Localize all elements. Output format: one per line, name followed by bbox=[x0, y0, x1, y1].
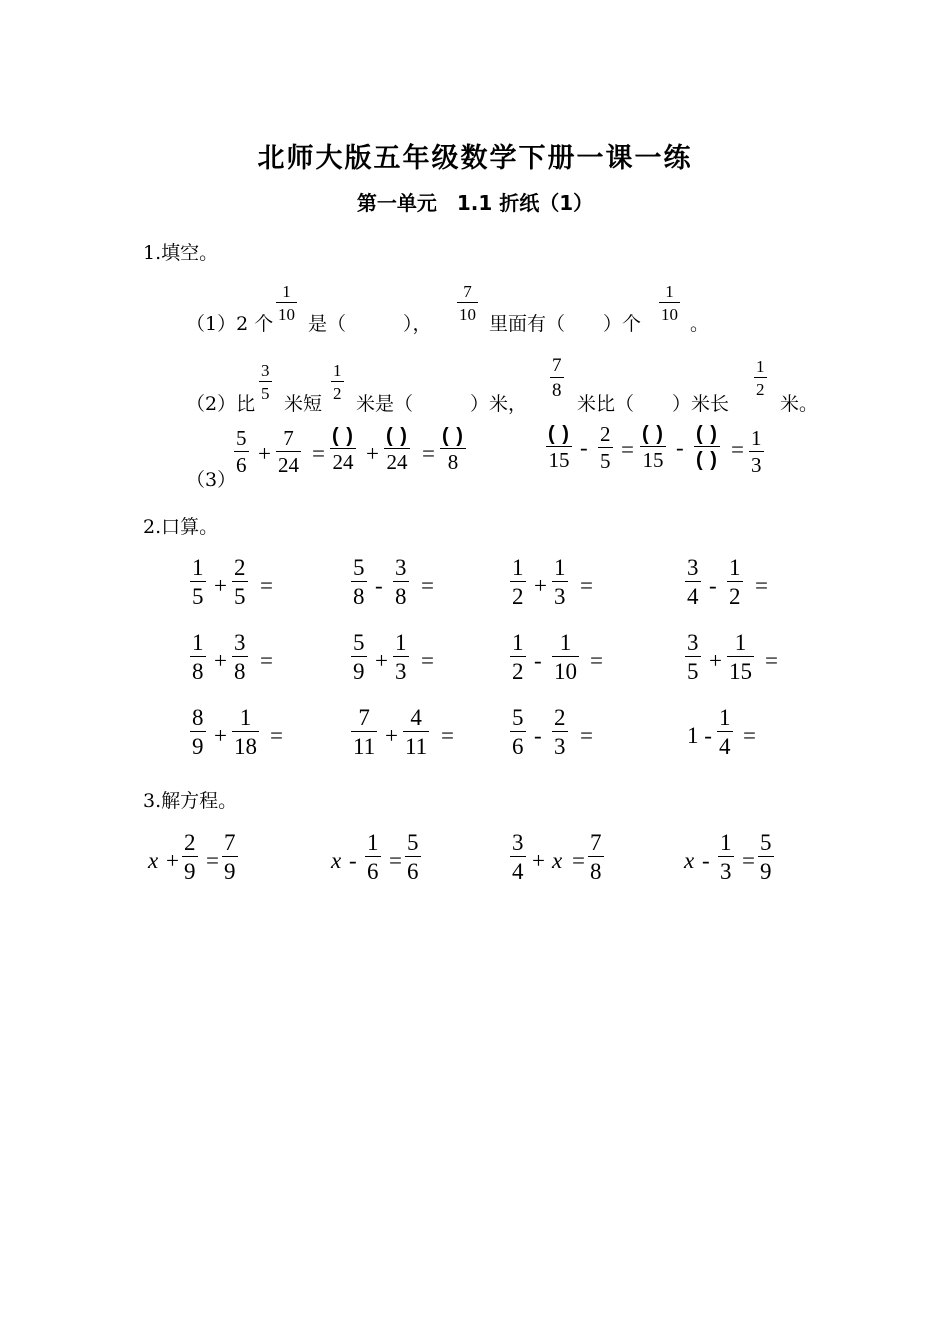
denominator: 9 bbox=[353, 659, 365, 684]
calc-fraction bbox=[393, 556, 409, 608]
q2-fraction-2: 1 2 bbox=[333, 361, 342, 403]
equation-operator: + bbox=[166, 848, 179, 873]
numerator: 3 bbox=[687, 555, 699, 580]
denominator: 5 bbox=[687, 659, 699, 684]
denominator: 6 bbox=[407, 859, 419, 884]
calc-fraction bbox=[727, 556, 743, 608]
denominator: 11 bbox=[405, 734, 428, 759]
calc-equals: = bbox=[590, 648, 603, 673]
page-title: 北师大版五年级数学下册一课一练 bbox=[257, 143, 693, 174]
calc-fraction bbox=[351, 556, 367, 608]
equation-operator: - bbox=[349, 848, 357, 873]
calc-operator: + bbox=[385, 723, 398, 748]
equation-equals: = bbox=[389, 848, 402, 873]
equation-operator: + bbox=[532, 848, 545, 873]
equation-fraction bbox=[718, 831, 734, 883]
calc-fraction bbox=[393, 631, 409, 683]
equation-fraction bbox=[182, 831, 198, 883]
calc-term: 1 - bbox=[687, 723, 712, 748]
equation-variable: x bbox=[148, 848, 159, 873]
denominator: 9 bbox=[760, 859, 772, 884]
calc-equals: = bbox=[580, 723, 593, 748]
calc-operator: + bbox=[709, 648, 722, 673]
calc-equals: = bbox=[755, 573, 768, 598]
calc-operator: - bbox=[534, 723, 542, 748]
calc-fraction bbox=[232, 706, 259, 758]
q3-label: （3） bbox=[186, 469, 237, 491]
q2-text-3: 米比（ ）米长 bbox=[577, 393, 730, 415]
q1-fraction-1: 1 10 bbox=[278, 282, 295, 324]
numerator: 1 bbox=[367, 830, 379, 855]
denominator: 6 bbox=[512, 734, 524, 759]
calc-fraction bbox=[510, 631, 526, 683]
q3a-equals-1: = bbox=[312, 441, 325, 466]
calc-fraction bbox=[727, 631, 754, 683]
denominator: 9 bbox=[184, 859, 196, 884]
calc-fraction bbox=[685, 556, 701, 608]
calc-fraction bbox=[232, 556, 248, 608]
equation-fraction bbox=[405, 831, 421, 883]
equation-operator: - bbox=[702, 848, 710, 873]
calc-equals: = bbox=[441, 723, 454, 748]
denominator: 5 bbox=[192, 584, 204, 609]
numerator: 1 bbox=[512, 555, 524, 580]
numerator: 7 bbox=[590, 830, 602, 855]
denominator: 3 bbox=[720, 859, 732, 884]
denominator: 4 bbox=[512, 859, 524, 884]
q1-label: （1）2 个 bbox=[186, 313, 274, 335]
numerator: 7 bbox=[224, 830, 236, 855]
denominator: 9 bbox=[224, 859, 236, 884]
numerator: 5 bbox=[407, 830, 419, 855]
numerator: 1 bbox=[512, 630, 524, 655]
q3a-fraction-3: ( ) 24 bbox=[332, 425, 354, 474]
equation-variable: x bbox=[684, 848, 695, 873]
q1-fraction-2: 7 10 bbox=[459, 282, 476, 324]
numerator: 2 bbox=[554, 705, 566, 730]
equation-fraction bbox=[758, 831, 774, 883]
calc-equals: = bbox=[270, 723, 283, 748]
numerator: 5 bbox=[353, 630, 365, 655]
numerator: 3 bbox=[512, 830, 524, 855]
numerator: 1 bbox=[734, 630, 747, 655]
numerator: 1 bbox=[395, 630, 407, 655]
equation-variable: x bbox=[552, 848, 563, 873]
denominator: 3 bbox=[395, 659, 407, 684]
numerator: 1 bbox=[719, 705, 731, 730]
calc-operator: + bbox=[375, 648, 388, 673]
q2-text-4: 米。 bbox=[780, 393, 819, 415]
calc-operator: - bbox=[375, 573, 383, 598]
q1-text-1: 是（ ）， bbox=[308, 313, 432, 335]
calc-fraction bbox=[510, 706, 526, 758]
numerator: 1 bbox=[192, 555, 204, 580]
numerator: 1 bbox=[239, 705, 252, 730]
calc-fraction bbox=[232, 631, 248, 683]
numerator: 3 bbox=[395, 555, 407, 580]
q3a-operator-1: + bbox=[258, 441, 271, 466]
calc-operator: - bbox=[709, 573, 717, 598]
numerator: 1 bbox=[720, 830, 732, 855]
calc-fraction bbox=[190, 556, 206, 608]
calc-operator: - bbox=[534, 648, 542, 673]
equation-fraction bbox=[365, 831, 381, 883]
equation-variable: x bbox=[331, 848, 342, 873]
numerator: 5 bbox=[353, 555, 365, 580]
q3b-fraction-2: 2 5 bbox=[600, 422, 611, 473]
denominator: 2 bbox=[729, 584, 741, 609]
q3a-equals-2: = bbox=[422, 441, 435, 466]
calc-fraction bbox=[190, 631, 206, 683]
q1-text-3: 。 bbox=[690, 313, 710, 335]
q3b-operator-2: - bbox=[676, 435, 684, 460]
numerator: 1 bbox=[559, 630, 572, 655]
page-subtitle: 第一单元 1.1 折纸（1） bbox=[356, 191, 594, 215]
numerator: 1 bbox=[729, 555, 741, 580]
calc-equals: = bbox=[580, 573, 593, 598]
denominator: 9 bbox=[192, 734, 204, 759]
denominator: 8 bbox=[353, 584, 365, 609]
denominator: 4 bbox=[719, 734, 731, 759]
numerator: 1 bbox=[192, 630, 204, 655]
denominator: 2 bbox=[512, 659, 524, 684]
calc-operator: + bbox=[214, 573, 227, 598]
q2-label: （2）比 bbox=[186, 393, 256, 415]
q3a-fraction-1: 5 6 bbox=[236, 426, 247, 477]
numerator: 3 bbox=[687, 630, 699, 655]
section-2-heading: 2.口算。 bbox=[143, 516, 219, 538]
calc-fraction bbox=[552, 706, 568, 758]
calc-fraction bbox=[351, 631, 367, 683]
calc-fraction bbox=[403, 706, 429, 758]
section-1-heading: 1.填空。 bbox=[143, 242, 219, 264]
equation-equals: = bbox=[572, 848, 585, 873]
denominator: 4 bbox=[687, 584, 699, 609]
calc-fraction bbox=[351, 706, 377, 758]
numerator: 8 bbox=[192, 705, 204, 730]
calc-equals: = bbox=[765, 648, 778, 673]
equation-fraction bbox=[510, 831, 526, 883]
denominator: 3 bbox=[554, 584, 566, 609]
denominator: 8 bbox=[395, 584, 407, 609]
equation-equals: = bbox=[206, 848, 219, 873]
q3b-fraction-3: ( ) 15 bbox=[642, 423, 664, 472]
numerator: 5 bbox=[760, 830, 772, 855]
equation-equals: = bbox=[742, 848, 755, 873]
calc-fraction bbox=[510, 556, 526, 608]
section-3-heading: 3.解方程。 bbox=[143, 790, 238, 812]
calc-fraction bbox=[717, 706, 733, 758]
numerator: 1 bbox=[554, 555, 566, 580]
q2-text-2: 米是（ ）米， bbox=[356, 393, 528, 415]
denominator: 2 bbox=[512, 584, 524, 609]
numerator: 2 bbox=[234, 555, 246, 580]
calc-fraction bbox=[685, 631, 701, 683]
denominator: 18 bbox=[234, 734, 257, 759]
calc-equals: = bbox=[421, 573, 434, 598]
q2-fraction-4: 1 2 bbox=[756, 357, 765, 399]
calc-equals: = bbox=[260, 573, 273, 598]
numerator: 4 bbox=[410, 705, 422, 730]
q3b-fraction-5: 1 3 bbox=[751, 426, 762, 477]
q2-text-1: 米短 bbox=[284, 393, 323, 415]
q3a-fraction-4: ( ) 24 bbox=[386, 425, 408, 474]
denominator: 5 bbox=[234, 584, 246, 609]
numerator: 5 bbox=[512, 705, 524, 730]
denominator: 8 bbox=[192, 659, 204, 684]
equation-fraction bbox=[222, 831, 238, 883]
denominator: 3 bbox=[554, 734, 566, 759]
calc-operator: + bbox=[214, 648, 227, 673]
q2-fraction-1: 3 5 bbox=[261, 361, 270, 403]
q1-fraction-3: 1 10 bbox=[661, 282, 678, 324]
q3a-operator-2: + bbox=[366, 441, 379, 466]
denominator: 11 bbox=[353, 734, 376, 759]
numerator: 3 bbox=[234, 630, 246, 655]
calc-equals: = bbox=[421, 648, 434, 673]
calc-operator: + bbox=[214, 723, 227, 748]
q3b-fraction-1: ( ) 15 bbox=[548, 423, 570, 472]
calc-equals: = bbox=[260, 648, 273, 673]
denominator: 10 bbox=[554, 659, 577, 684]
denominator: 8 bbox=[234, 659, 246, 684]
numerator: 7 bbox=[358, 705, 370, 730]
q3b-equals-1: = bbox=[621, 437, 634, 462]
q2-fraction-3: 7 8 bbox=[552, 355, 562, 401]
equation-fraction bbox=[588, 831, 604, 883]
calc-fraction bbox=[190, 706, 206, 758]
numerator: 2 bbox=[184, 830, 196, 855]
q3b-equals-2: = bbox=[731, 437, 744, 462]
q3a-fraction-5: ( ) 8 bbox=[442, 425, 464, 474]
q3a-fraction-2: 7 24 bbox=[278, 426, 299, 477]
q3b-fraction-4: ( ) ( ) bbox=[696, 423, 718, 471]
denominator: 15 bbox=[729, 659, 752, 684]
q1-text-2: 里面有（ ）个 bbox=[489, 313, 642, 335]
denominator: 6 bbox=[367, 859, 379, 884]
calc-fraction bbox=[552, 631, 579, 683]
calc-fraction bbox=[552, 556, 568, 608]
calc-operator: + bbox=[534, 573, 547, 598]
denominator: 8 bbox=[590, 859, 602, 884]
q3b-operator-1: - bbox=[580, 435, 588, 460]
calc-equals: = bbox=[743, 723, 756, 748]
